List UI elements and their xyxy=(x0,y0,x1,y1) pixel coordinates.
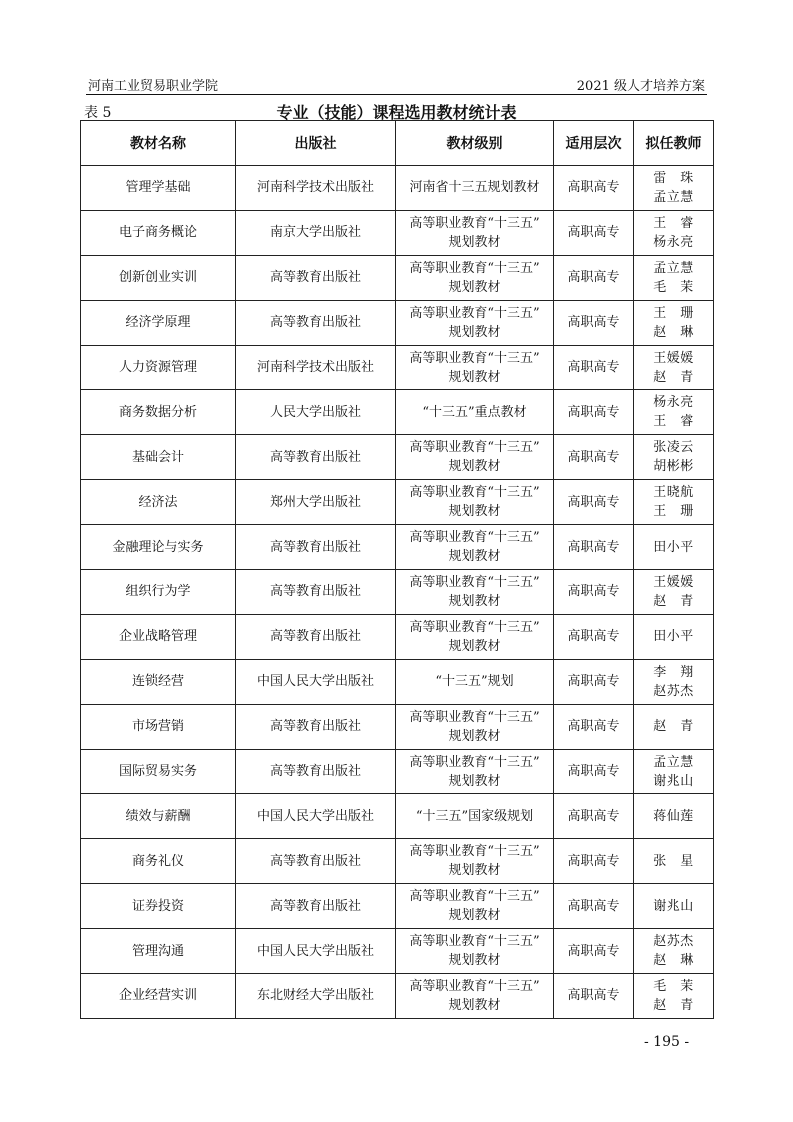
table-row xyxy=(81,749,714,794)
cell-tier: 高职高专 xyxy=(554,659,634,704)
table-row xyxy=(81,884,714,929)
cell-publisher: 高等教育出版社 xyxy=(236,255,396,300)
cell-tier: 高职高专 xyxy=(554,570,634,615)
cell-textbook-name: 国际贸易实务 xyxy=(81,749,236,794)
cell-tier: 高职高专 xyxy=(554,929,634,974)
cell-level: “十三五”规划 xyxy=(396,659,554,704)
cell-tier: 高职高专 xyxy=(554,345,634,390)
cell-textbook-name: 管理沟通 xyxy=(81,929,236,974)
cell-publisher: 河南科学技术出版社 xyxy=(236,166,396,211)
table-label: 表 5 xyxy=(84,105,112,121)
cell-tier: 高职高专 xyxy=(554,794,634,839)
column-header-publisher: 出版社 xyxy=(236,121,396,166)
table-row xyxy=(81,570,714,615)
cell-tier: 高职高专 xyxy=(554,255,634,300)
cell-teacher: 毛 茉 赵 青 xyxy=(634,974,714,1019)
cell-publisher: 中国人民大学出版社 xyxy=(236,794,396,839)
cell-level: 高等职业教育“十三五” 规划教材 xyxy=(396,345,554,390)
cell-tier: 高职高专 xyxy=(554,210,634,255)
cell-textbook-name: 金融理论与实务 xyxy=(81,525,236,570)
column-header-level: 教材级别 xyxy=(396,121,554,166)
cell-publisher: 中国人民大学出版社 xyxy=(236,929,396,974)
cell-teacher: 李 翔 赵苏杰 xyxy=(634,659,714,704)
cell-publisher: 高等教育出版社 xyxy=(236,704,396,749)
cell-textbook-name: 市场营销 xyxy=(81,704,236,749)
table-row xyxy=(81,974,714,1019)
cell-level: 高等职业教育“十三五” 规划教材 xyxy=(396,704,554,749)
cell-level: 高等职业教育“十三五” 规划教材 xyxy=(396,525,554,570)
textbook-table xyxy=(80,120,714,1019)
cell-level: 高等职业教育“十三五” 规划教材 xyxy=(396,255,554,300)
cell-level: 高等职业教育“十三五” 规划教材 xyxy=(396,300,554,345)
cell-textbook-name: 管理学基础 xyxy=(81,166,236,211)
cell-publisher: 高等教育出版社 xyxy=(236,614,396,659)
cell-textbook-name: 连锁经营 xyxy=(81,659,236,704)
table-row xyxy=(81,794,714,839)
cell-teacher: 张凌云 胡彬彬 xyxy=(634,435,714,480)
cell-tier: 高职高专 xyxy=(554,614,634,659)
table-row xyxy=(81,166,714,211)
cell-publisher: 高等教育出版社 xyxy=(236,300,396,345)
cell-teacher: 王 珊 赵 琳 xyxy=(634,300,714,345)
cell-publisher: 高等教育出版社 xyxy=(236,435,396,480)
cell-textbook-name: 经济学原理 xyxy=(81,300,236,345)
cell-publisher: 高等教育出版社 xyxy=(236,525,396,570)
cell-teacher: 王晓航 王 珊 xyxy=(634,480,714,525)
table-row xyxy=(81,255,714,300)
cell-tier: 高职高专 xyxy=(554,166,634,211)
cell-level: 高等职业教育“十三五” 规划教材 xyxy=(396,480,554,525)
cell-teacher: 杨永亮 王 睿 xyxy=(634,390,714,435)
cell-tier: 高职高专 xyxy=(554,525,634,570)
cell-textbook-name: 商务数据分析 xyxy=(81,390,236,435)
table-row xyxy=(81,345,714,390)
cell-textbook-name: 证券投资 xyxy=(81,884,236,929)
cell-publisher: 高等教育出版社 xyxy=(236,884,396,929)
table-caption xyxy=(80,100,713,120)
cell-publisher: 郑州大学出版社 xyxy=(236,480,396,525)
cell-publisher: 东北财经大学出版社 xyxy=(236,974,396,1019)
table-row xyxy=(81,210,714,255)
cell-teacher: 王 睿 杨永亮 xyxy=(634,210,714,255)
cell-publisher: 人民大学出版社 xyxy=(236,390,396,435)
cell-textbook-name: 基础会计 xyxy=(81,435,236,480)
table-row xyxy=(81,435,714,480)
cell-teacher: 田小平 xyxy=(634,614,714,659)
cell-publisher: 河南科学技术出版社 xyxy=(236,345,396,390)
table-row xyxy=(81,839,714,884)
cell-level: 高等职业教育“十三五” 规划教材 xyxy=(396,749,554,794)
cell-textbook-name: 企业经营实训 xyxy=(81,974,236,1019)
cell-textbook-name: 电子商务概论 xyxy=(81,210,236,255)
cell-level: 高等职业教育“十三五” 规划教材 xyxy=(396,570,554,615)
cell-tier: 高职高专 xyxy=(554,390,634,435)
cell-tier: 高职高专 xyxy=(554,749,634,794)
cell-publisher: 南京大学出版社 xyxy=(236,210,396,255)
cell-publisher: 中国人民大学出版社 xyxy=(236,659,396,704)
table-row xyxy=(81,614,714,659)
table-row xyxy=(81,525,714,570)
cell-teacher: 赵苏杰 赵 琳 xyxy=(634,929,714,974)
cell-level: 河南省十三五规划教材 xyxy=(396,166,554,211)
cell-teacher: 张 星 xyxy=(634,839,714,884)
cell-tier: 高职高专 xyxy=(554,300,634,345)
cell-publisher: 高等教育出版社 xyxy=(236,570,396,615)
cell-level: “十三五”重点教材 xyxy=(396,390,554,435)
table-title: 专业（技能）课程选用教材统计表 xyxy=(276,103,517,122)
column-header-name: 教材名称 xyxy=(81,121,236,166)
table-row xyxy=(81,390,714,435)
cell-teacher: 王媛媛 赵 青 xyxy=(634,570,714,615)
cell-level: 高等职业教育“十三五” 规划教材 xyxy=(396,435,554,480)
cell-textbook-name: 绩效与薪酬 xyxy=(81,794,236,839)
table-header-row xyxy=(81,121,714,166)
cell-textbook-name: 创新创业实训 xyxy=(81,255,236,300)
cell-textbook-name: 人力资源管理 xyxy=(81,345,236,390)
cell-textbook-name: 商务礼仪 xyxy=(81,839,236,884)
cell-level: 高等职业教育“十三五” 规划教材 xyxy=(396,210,554,255)
cell-teacher: 孟立慧 谢兆山 xyxy=(634,749,714,794)
cell-textbook-name: 企业战略管理 xyxy=(81,614,236,659)
header-institution: 河南工业贸易职业学院 xyxy=(88,79,219,94)
cell-teacher: 孟立慧 毛 茉 xyxy=(634,255,714,300)
cell-tier: 高职高专 xyxy=(554,704,634,749)
cell-level: 高等职业教育“十三五” 规划教材 xyxy=(396,839,554,884)
cell-teacher: 赵 青 xyxy=(634,704,714,749)
table-row xyxy=(81,659,714,704)
column-header-tier: 适用层次 xyxy=(554,121,634,166)
cell-level: “十三五”国家级规划 xyxy=(396,794,554,839)
cell-level: 高等职业教育“十三五” 规划教材 xyxy=(396,614,554,659)
table-row xyxy=(81,929,714,974)
cell-teacher: 蒋仙莲 xyxy=(634,794,714,839)
cell-textbook-name: 组织行为学 xyxy=(81,570,236,615)
header-program: 2021 级人才培养方案 xyxy=(576,79,705,94)
cell-level: 高等职业教育“十三五” 规划教材 xyxy=(396,974,554,1019)
page-header xyxy=(86,70,707,95)
page-number: - 195 - xyxy=(644,1034,690,1050)
cell-teacher: 王媛媛 赵 青 xyxy=(634,345,714,390)
cell-level: 高等职业教育“十三五” 规划教材 xyxy=(396,929,554,974)
table-row xyxy=(81,480,714,525)
cell-teacher: 谢兆山 xyxy=(634,884,714,929)
table-row xyxy=(81,704,714,749)
cell-tier: 高职高专 xyxy=(554,435,634,480)
cell-level: 高等职业教育“十三五” 规划教材 xyxy=(396,884,554,929)
table-row xyxy=(81,300,714,345)
cell-publisher: 高等教育出版社 xyxy=(236,839,396,884)
cell-tier: 高职高专 xyxy=(554,839,634,884)
cell-textbook-name: 经济法 xyxy=(81,480,236,525)
cell-publisher: 高等教育出版社 xyxy=(236,749,396,794)
cell-tier: 高职高专 xyxy=(554,480,634,525)
cell-tier: 高职高专 xyxy=(554,974,634,1019)
cell-tier: 高职高专 xyxy=(554,884,634,929)
cell-teacher: 田小平 xyxy=(634,525,714,570)
column-header-teacher: 拟任教师 xyxy=(634,121,714,166)
cell-teacher: 雷 珠 孟立慧 xyxy=(634,166,714,211)
